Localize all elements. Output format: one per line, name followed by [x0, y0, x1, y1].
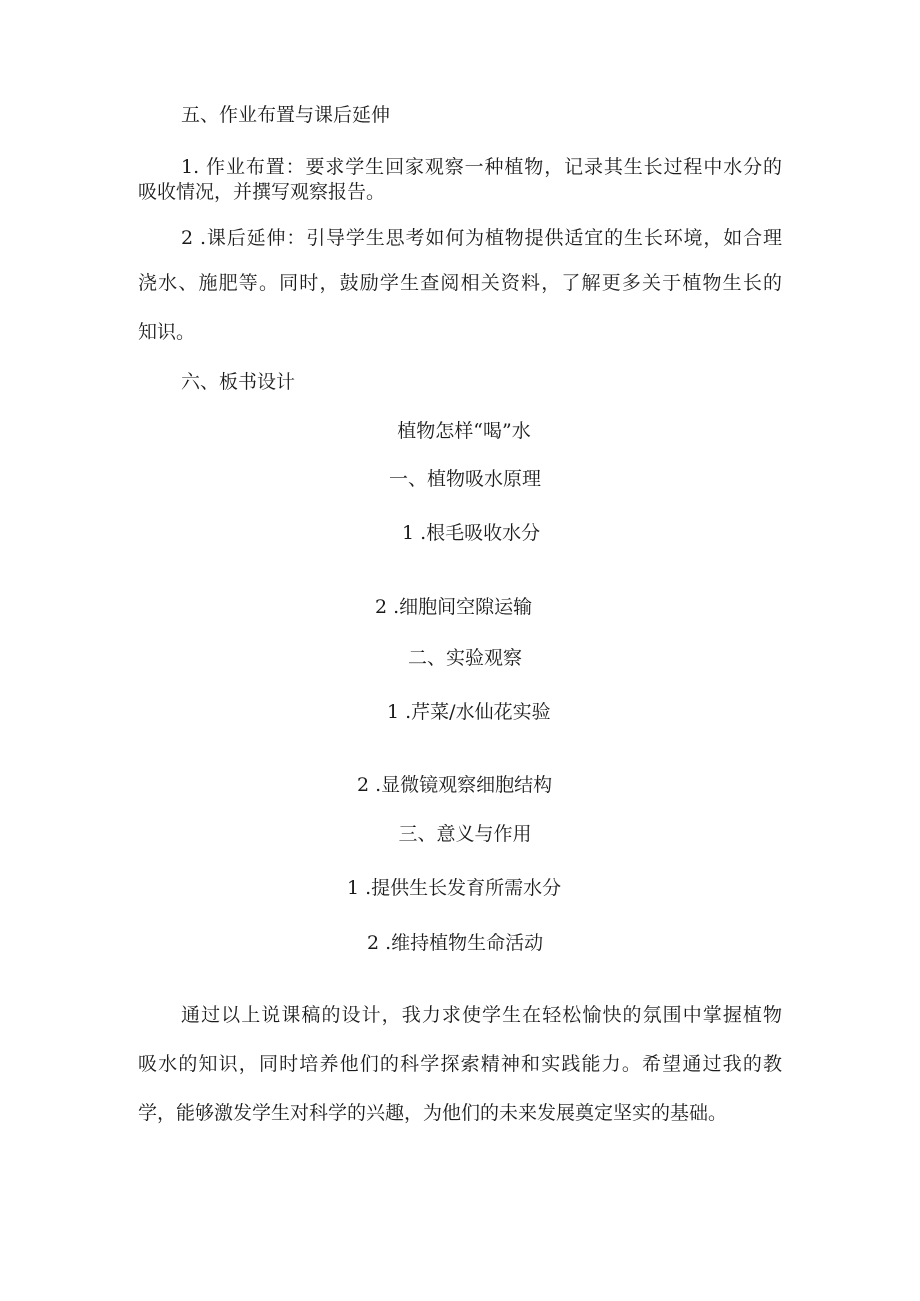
board-title: 植物怎样“喝”水: [397, 420, 531, 442]
board-part3-heading: 三、意义与作用: [398, 823, 532, 845]
conclusion-line3: 学，能够激发学生对科学的兴趣，为他们的未来发展奠定坚实的基础。: [138, 1102, 728, 1124]
board-part2-heading: 二、实验观察: [407, 647, 522, 669]
extension-item-line3: 知识。: [138, 321, 196, 343]
section5-heading: 五、作业布置与课后延伸: [181, 104, 391, 126]
board-part3-item2: 2 .维持植物生命活动: [367, 932, 544, 954]
board-part1-item2: 2 .细胞间空隙运输: [375, 596, 533, 618]
board-part1-item1: 1 .根毛吸收水分: [402, 522, 541, 544]
board-part2-item2: 2 .显微镜观察细胞结构: [357, 774, 553, 796]
extension-item-line1: 2 .课后延伸：引导学生思考如何为植物提供适宜的生长环境，如合理: [181, 227, 782, 249]
board-part2-item1: 1 .芹菜/水仙花实验: [387, 701, 551, 723]
section6-heading: 六、板书设计: [181, 371, 296, 393]
conclusion-line2: 吸水的知识，同时培养他们的科学探索精神和实践能力。希望通过我的教: [138, 1053, 782, 1075]
homework-item-line2: 吸收情况，并撰写观察报告。: [138, 181, 386, 203]
board-part1-heading: 一、植物吸水原理: [388, 468, 541, 490]
conclusion-line1: 通过以上说课稿的设计，我力求使学生在轻松愉快的氛围中掌握植物: [181, 1004, 782, 1026]
homework-item-line1: 1. 作业布置：要求学生回家观察一种植物，记录其生长过程中水分的: [181, 156, 782, 178]
extension-item-line2: 浇水、施肥等。同时，鼓励学生查阅相关资料，了解更多关于植物生长的: [138, 272, 782, 294]
board-part3-item1: 1 .提供生长发育所需水分: [347, 877, 562, 899]
